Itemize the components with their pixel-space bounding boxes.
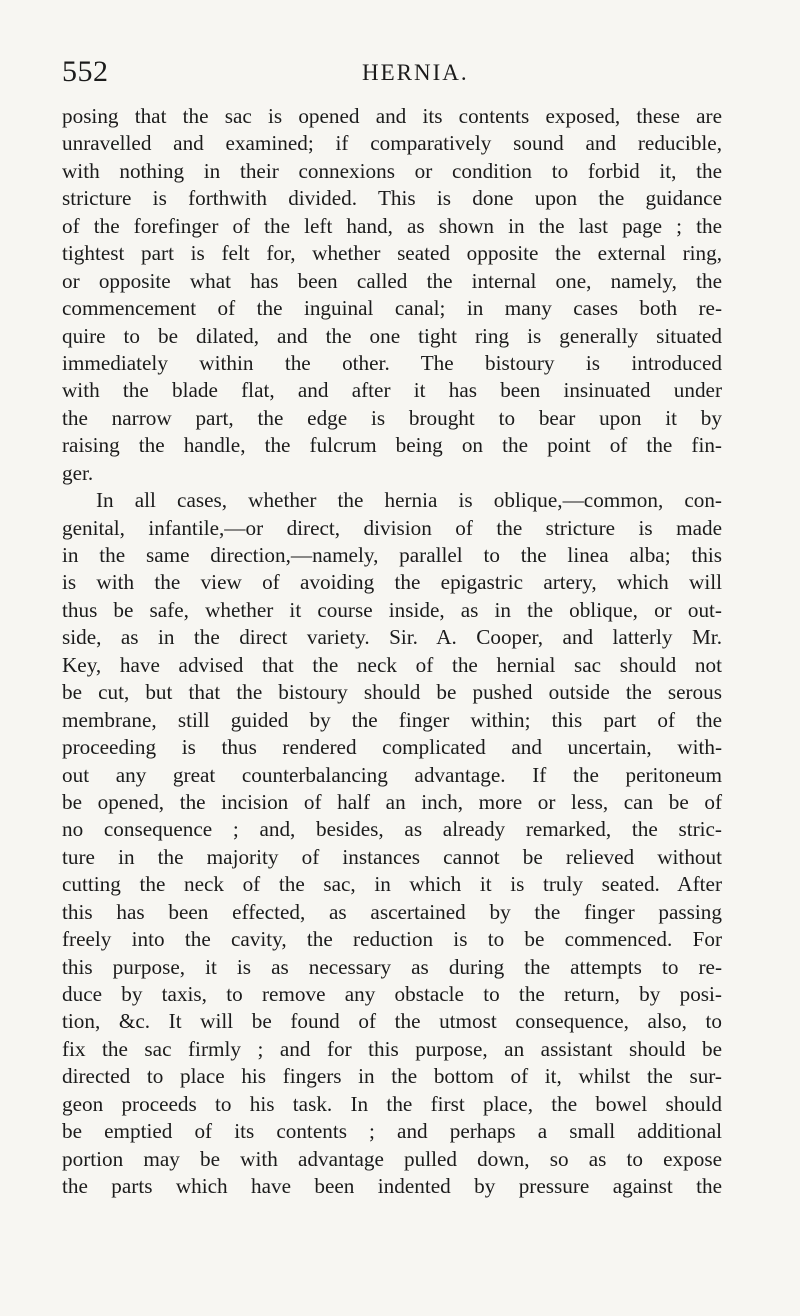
text-line: duce by taxis, to remove any obstacle to the return, by posi- — [62, 982, 722, 1006]
text-line: the narrow part, the edge is brought to bear upon it by — [62, 405, 722, 430]
text-line: genital, infantile,—or direct, division of the stricture is made — [62, 515, 722, 540]
text-line: with nothing in their connexions or condition to forbid it, the — [62, 158, 722, 183]
paragraph-1 — [62, 103, 722, 487]
text-line: or opposite what has been called the internal one, namely, the — [62, 268, 722, 293]
text-line: immediately within the other. The bistoury is introduced — [62, 350, 722, 375]
text-line: membrane, still guided by the finger within; this part of the — [62, 707, 722, 732]
text-line: quire to be dilated, and the one tight ring is generally situated — [62, 323, 722, 348]
text-line: out any great counterbalancing advantage. If the peritoneum — [62, 762, 722, 787]
paragraph-2 — [62, 487, 722, 1200]
text-line: freely into the cavity, the reduction is to be commenced. For — [62, 927, 722, 952]
text-line: Key, have advised that the neck of the hernial sac should not — [62, 652, 722, 677]
text-line: the parts which have been indented by pressure against the — [62, 1174, 722, 1199]
text-line: In all cases, whether the hernia is oblique,—common, con- — [96, 488, 722, 513]
text-line: stricture is forthwith divided. This is done upon the guidance — [62, 186, 722, 211]
text-line: cutting the neck of the sac, in which it is truly seated. After — [62, 872, 722, 897]
text-line: no consequence ; and, besides, as already remarked, the stric- — [62, 817, 722, 842]
text-line: this has been effected, as ascertained by the finger passing — [62, 899, 722, 924]
text-line: be emptied of its contents ; and perhaps a small additional — [62, 1119, 722, 1144]
running-head — [62, 52, 722, 92]
page-number: 552 — [62, 55, 109, 88]
text-line: tion, &c. It will be found of the utmost consequence, also, to — [62, 1009, 722, 1034]
text-line: fix the sac firmly ; and for this purpose, an assistant should be — [62, 1036, 722, 1061]
body-text — [62, 103, 722, 1201]
text-line: geon proceeds to his task. In the first place, the bowel should — [62, 1091, 722, 1116]
text-line: unravelled and examined; if comparatively sound and reducible, — [62, 131, 722, 156]
text-line: thus be safe, whether it course inside, as in the oblique, or out- — [62, 597, 722, 622]
text-line: ture in the majority of instances cannot be relieved without — [62, 844, 722, 869]
text-line: tightest part is felt for, whether seated opposite the external ring, — [62, 241, 722, 266]
text-line: directed to place his fingers in the bottom of it, whilst the sur- — [62, 1064, 722, 1089]
text-line: is with the view of avoiding the epigastric artery, which will — [62, 570, 722, 595]
text-line: in the same direction,—namely, parallel to the linea alba; this — [62, 543, 722, 567]
running-title: HERNIA. — [362, 60, 469, 85]
text-line: with the blade flat, and after it has been insinuated under — [62, 378, 722, 403]
text-line: portion may be with advantage pulled down, so as to expose — [62, 1146, 722, 1171]
text-line: posing that the sac is opened and its contents exposed, these are — [62, 104, 722, 128]
text-line: raising the handle, the fulcrum being on the point of the fin- — [62, 433, 722, 458]
text-line: ger. — [62, 460, 94, 485]
text-line: proceeding is thus rendered complicated and uncertain, with- — [62, 735, 722, 760]
text-line: side, as in the direct variety. Sir. A. Cooper, and latterly Mr. — [62, 625, 722, 650]
text-line: be opened, the incision of half an inch, more or less, can be of — [62, 789, 722, 814]
text-line: this purpose, it is as necessary as during the attempts to re- — [62, 954, 722, 979]
text-line: be cut, but that the bistoury should be pushed outside the serous — [62, 680, 722, 705]
text-line: commencement of the inguinal canal; in many cases both re- — [62, 296, 722, 321]
text-line: of the forefinger of the left hand, as shown in the last page ; the — [62, 213, 722, 238]
